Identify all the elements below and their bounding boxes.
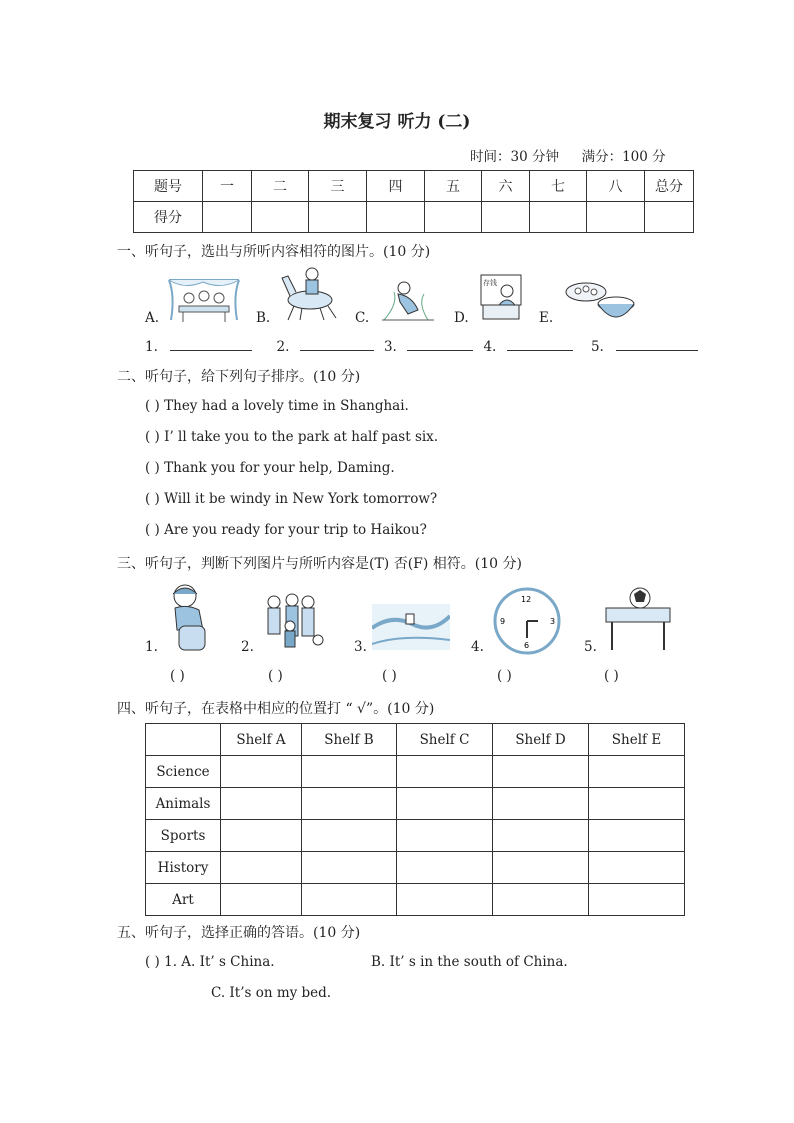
check-cell[interactable]: [221, 820, 302, 852]
score-header-row: [134, 171, 694, 202]
shelf-row: [146, 884, 685, 916]
shelf-row-label: Sports: [146, 820, 221, 852]
score-header-cell: 四: [367, 171, 425, 202]
shelf-row-label: Science: [146, 756, 221, 788]
shelf-header-cell: Shelf A: [221, 724, 302, 756]
score-row-label: 得分: [134, 202, 203, 233]
picture-farmer: [378, 274, 438, 324]
check-cell[interactable]: [397, 884, 493, 916]
full-score: 满分：100 分: [581, 149, 666, 165]
check-cell[interactable]: [302, 884, 397, 916]
clock-number: 9: [500, 617, 506, 626]
picture-number: 3.: [354, 639, 367, 655]
check-cell[interactable]: [221, 788, 302, 820]
picture-clock: [492, 586, 562, 656]
score-header-cell: 总分: [645, 171, 694, 202]
answer-bracket[interactable]: ( ): [382, 668, 397, 684]
option-label: B.: [256, 310, 271, 326]
picture-number: 4.: [471, 639, 484, 655]
picture-horse-riding: [276, 266, 344, 322]
check-cell[interactable]: [589, 820, 685, 852]
check-cell[interactable]: [397, 788, 493, 820]
shelf-row: [146, 852, 685, 884]
shelf-row-label: Art: [146, 884, 221, 916]
shelf-header-cell: Shelf C: [397, 724, 493, 756]
score-header-cell: 一: [203, 171, 252, 202]
check-cell[interactable]: [397, 756, 493, 788]
shelf-header-cell: Shelf E: [589, 724, 685, 756]
shelf-header-row: [146, 724, 685, 756]
answer-blank[interactable]: [300, 336, 374, 351]
blank-number: 4.: [483, 339, 497, 355]
answer-bracket[interactable]: ( ): [268, 668, 283, 684]
score-header-cell: 七: [530, 171, 587, 202]
picture-stage-dinner: [165, 276, 243, 324]
question-1-option-b: B. It’ s in the south of China.: [371, 954, 568, 970]
picture-food: [562, 280, 636, 324]
option-label: E.: [539, 310, 554, 326]
shelf-row: [146, 756, 685, 788]
ordering-item: ( ) They had a lovely time in Shanghai.: [145, 398, 409, 414]
score-header-cell: 五: [425, 171, 482, 202]
check-cell[interactable]: [589, 756, 685, 788]
score-cell[interactable]: [587, 202, 645, 233]
blank-number: 5.: [590, 339, 604, 355]
check-cell[interactable]: [493, 852, 589, 884]
check-cell[interactable]: [302, 756, 397, 788]
blank-number: 1.: [145, 339, 158, 355]
check-cell[interactable]: [397, 852, 493, 884]
section4-heading: 四、听句子，在表格中相应的位置打 “ √”。(10 分): [117, 701, 435, 717]
answer-bracket[interactable]: ( ): [170, 668, 185, 684]
clock-number: 6: [524, 641, 530, 650]
answer-blank[interactable]: [616, 336, 698, 351]
time-limit: 时间：30 分钟: [470, 149, 559, 165]
check-cell[interactable]: [302, 820, 397, 852]
score-header-cell: 六: [482, 171, 530, 202]
question-1-option-a: ( ) 1. A. It’ s China.: [145, 954, 275, 970]
picture-family: [262, 592, 326, 652]
shelf-table: [145, 723, 685, 916]
answer-bracket[interactable]: ( ): [604, 668, 619, 684]
score-header-cell: 二: [252, 171, 309, 202]
shelf-row-label: Animals: [146, 788, 221, 820]
picture-woman-sign: [479, 273, 523, 321]
check-cell[interactable]: [493, 884, 589, 916]
shelf-header-cell: Shelf B: [302, 724, 397, 756]
answer-blank[interactable]: [507, 336, 573, 351]
picture-girl-bag: [163, 582, 215, 656]
score-cell[interactable]: [203, 202, 252, 233]
score-table: [133, 170, 694, 233]
shelf-header-cell: [146, 724, 221, 756]
shelf-header-cell: Shelf D: [493, 724, 589, 756]
blank-number: 2.: [276, 339, 290, 355]
clock-number: 3: [550, 617, 556, 626]
check-cell[interactable]: [589, 852, 685, 884]
score-row: [134, 202, 694, 233]
check-cell[interactable]: [221, 884, 302, 916]
score-cell[interactable]: [482, 202, 530, 233]
score-header-cell: 题号: [134, 171, 203, 202]
exam-meta: [470, 145, 666, 165]
option-label: C.: [355, 310, 370, 326]
page-title: 期末复习 听力 (二): [323, 112, 471, 132]
picture-number: 5.: [584, 639, 597, 655]
check-cell[interactable]: [302, 852, 397, 884]
shelf-row: [146, 788, 685, 820]
score-cell[interactable]: [252, 202, 309, 233]
answer-blank[interactable]: [170, 336, 252, 351]
clock-number: 12: [521, 595, 532, 604]
picture-number: 2.: [241, 639, 254, 655]
check-cell[interactable]: [589, 884, 685, 916]
picture-great-wall: [372, 604, 450, 650]
ordering-item: ( ) Are you ready for your trip to Haikou?: [145, 522, 427, 538]
question-1-option-c: C. It’s on my bed.: [211, 985, 332, 1001]
score-header-cell: 八: [587, 171, 645, 202]
score-cell[interactable]: [645, 202, 694, 233]
check-cell[interactable]: [221, 756, 302, 788]
sign-text: 存钱: [483, 279, 497, 287]
section1-heading: 一、听句子，选出与所听内容相符的图片。(10 分): [117, 244, 431, 260]
answer-blank[interactable]: [407, 336, 473, 351]
shelf-row-label: History: [146, 852, 221, 884]
check-cell[interactable]: [589, 788, 685, 820]
check-cell[interactable]: [493, 756, 589, 788]
picture-number: 1.: [145, 639, 158, 655]
check-cell[interactable]: [221, 852, 302, 884]
ordering-item: ( ) Thank you for your help, Daming.: [145, 460, 395, 476]
answer-blank-row: [145, 336, 698, 355]
section5-heading: 五、听句子，选择正确的答语。(10 分): [117, 925, 361, 941]
blank-number: 3.: [383, 339, 397, 355]
score-cell[interactable]: [309, 202, 367, 233]
check-cell[interactable]: [397, 820, 493, 852]
score-cell[interactable]: [425, 202, 482, 233]
answer-bracket[interactable]: ( ): [497, 668, 512, 684]
score-cell[interactable]: [367, 202, 425, 233]
ordering-item: ( ) Will it be windy in New York tomorrow?: [145, 491, 438, 507]
picture-ball-table: [604, 586, 672, 652]
score-cell[interactable]: [530, 202, 587, 233]
section2-heading: 二、听句子，给下列句子排序。(10 分): [117, 369, 361, 385]
option-label: D.: [454, 310, 469, 326]
check-cell[interactable]: [493, 788, 589, 820]
section3-heading: 三、听句子，判断下列图片与所听内容是(T) 否(F) 相符。(10 分): [117, 556, 522, 572]
ordering-item: ( ) I’ ll take you to the park at half past six.: [145, 429, 439, 445]
check-cell[interactable]: [493, 820, 589, 852]
score-header-cell: 三: [309, 171, 367, 202]
option-label: A.: [145, 310, 160, 326]
shelf-row: [146, 820, 685, 852]
check-cell[interactable]: [302, 788, 397, 820]
